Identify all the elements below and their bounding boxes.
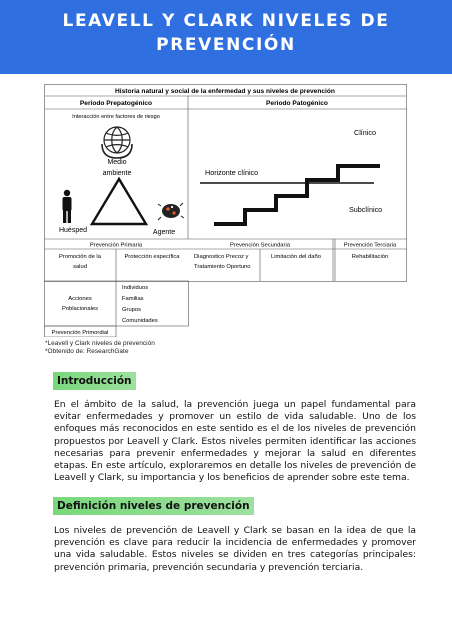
- limitacion-label: Limitación del daño: [271, 254, 321, 260]
- promocion-line-2: salud: [73, 264, 87, 270]
- horizonte-label: Horizonte clínico: [205, 168, 259, 177]
- caption-line-1: *Leavell y Clark niveles de prevención: [45, 340, 155, 347]
- interaccion-label: Interacción entre factores de riesgo: [72, 114, 160, 120]
- ambiente-label: ambiente: [102, 170, 132, 177]
- diagnostico-line-1: Diagnostico Precoz y: [194, 254, 249, 260]
- prevention-diagram: [44, 84, 407, 337]
- intro-paragraph: En el ámbito de la salud, la prevención juega un papel fundamental para evitar enfermedades y promover un estilo de vida saludable. Uno de los enfoques más reconocidos en este sentido es el de los niveles de prevención propuestos por Leavell y Clark. Estos niveles permiten identificar las acciones necesarias para prevenir enfermedades y mejorar la salud en diferentes etapas. En este artículo, exploraremos en detalle los niveles de prevención de Leavell y Clark, su importancia y los beneficios de aprender sobre este tema.: [54, 399, 416, 484]
- intro-heading: Introducción: [53, 372, 136, 390]
- virus-icon: [158, 203, 184, 220]
- agente-label: Agente: [152, 229, 176, 236]
- subclinico-label: Subclínico: [349, 205, 383, 214]
- medio-label: Medio: [107, 159, 127, 166]
- individuos-label: Individuos: [122, 285, 149, 291]
- clinico-label: Clínico: [354, 128, 376, 137]
- diagnostico-line-2: Tratamiento Oportuno: [194, 264, 251, 270]
- grupos-label: Grupos: [122, 307, 142, 313]
- definition-paragraph: Los niveles de prevención de Leavell y Clark se basan en la idea de que la prevención es clave para reducir la incidencia de enfermedades y promover una vida saludable. Estos niveles se dividen en tres categorías principales: prevención primaria, prevención secundaria y prevención terciaria.: [54, 525, 416, 573]
- huesped-label: Huésped: [58, 227, 88, 234]
- periodo-patogenico-label: Periodo Patogénico: [266, 100, 328, 107]
- prevention-diagram-svg: [44, 84, 407, 337]
- rehabilitacion-label: Rehabilitación: [351, 254, 389, 260]
- acciones-line-1: Acciones: [68, 296, 92, 302]
- proteccion-label: Protección específica: [124, 254, 180, 260]
- page-title-line-1: LEAVELL Y CLARK NIVELES DE: [62, 11, 390, 31]
- page-title-line-2: PREVENCIÓN: [156, 35, 296, 55]
- diagram-title: Historia natural y social de la enfermedad y sus niveles de prevención: [115, 88, 335, 95]
- page-header: [0, 0, 452, 74]
- globe-hands-icon: [102, 127, 132, 158]
- promocion-line-1: Promoción de la: [59, 254, 101, 260]
- triangle-icon: [92, 179, 146, 224]
- caption-line-2: *Obtenido de: ResearchGate: [45, 348, 129, 355]
- acciones-line-2: Poblacionales: [61, 306, 99, 312]
- prev-secundaria-label: Prevención Secundaria: [230, 242, 290, 249]
- comunidades-label: Comunidades: [122, 318, 158, 324]
- prev-primaria-label: Prevención Primaria: [89, 242, 143, 249]
- figure-caption: [45, 340, 155, 356]
- periodo-prepatogenico-label: Periodo Prepatogénico: [79, 100, 153, 107]
- prev-terciaria-label: Prevención Terciaria: [343, 242, 397, 249]
- familias-label: Familias: [122, 296, 144, 302]
- person-icon: [63, 190, 72, 223]
- definition-heading: Definición niveles de prevención: [53, 497, 254, 515]
- prev-primordial-label: Prevención Primordial: [51, 330, 109, 336]
